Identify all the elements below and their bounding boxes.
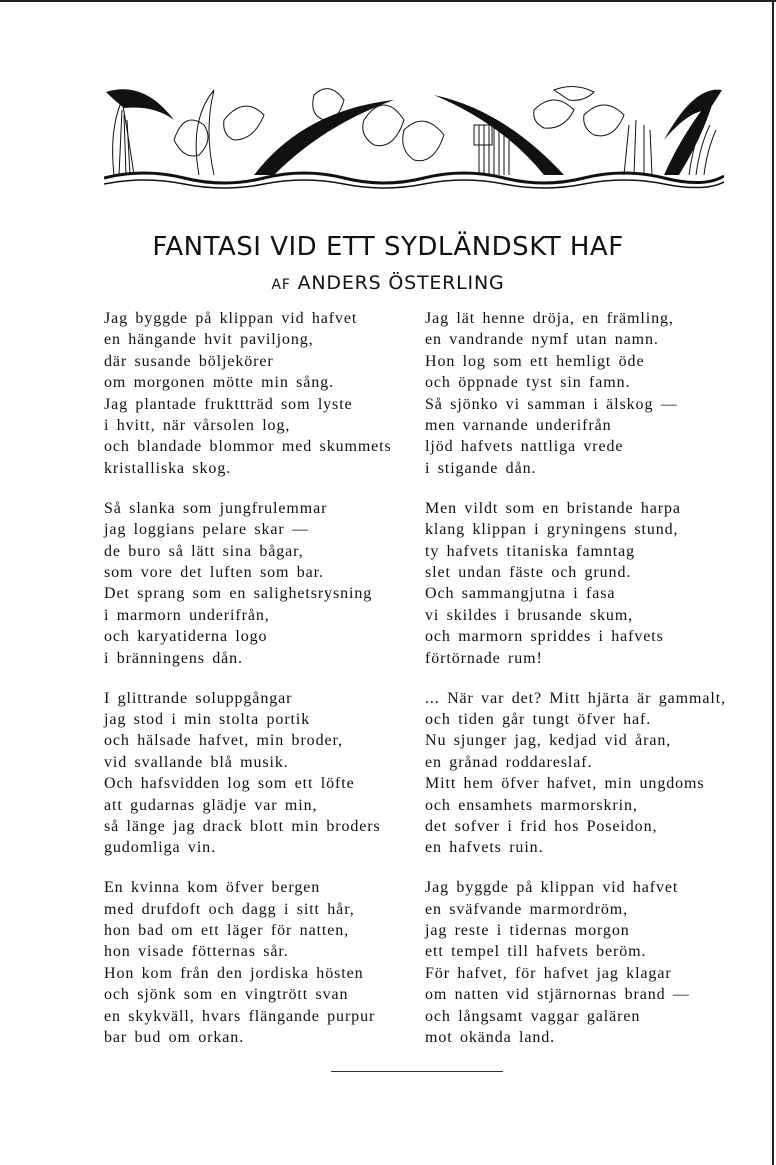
poem-line: Och sammangjutna i fasa — [425, 585, 616, 603]
stanza — [104, 688, 434, 859]
poem-line: där susande böljekörer — [104, 352, 274, 370]
poem-line: om morgonen mötte min sång. — [104, 374, 334, 392]
poem-line: en sväfvande marmordröm, — [425, 900, 628, 918]
poem-line: de buro så lätt sina bågar, — [104, 542, 304, 560]
poem-line: men varnande underifrån — [425, 417, 612, 435]
poem-line: vid svallande blå musik. — [104, 753, 289, 771]
poem-line: ett tempel till hafvets beröm. — [425, 943, 647, 961]
poem-line: Så sjönko vi samman i älskog — — [425, 395, 678, 413]
poem-line: bar bud om orkan. — [104, 1029, 245, 1047]
poem-line: ty hafvets titaniska famntag — [425, 542, 635, 560]
poem-line: Men vildt som en bristande harpa — [425, 499, 681, 517]
poem-line: Det sprang som en salighetsrysning — [104, 585, 373, 603]
poem-line: mot okända land. — [425, 1029, 556, 1047]
poem-line: att gudarnas glädje var min, — [104, 796, 318, 814]
poem-title: FANTASI VID ETT SYDLÄNDSKT HAF — [152, 232, 624, 262]
byline-prefix: AF — [271, 277, 291, 293]
poem-line: och tiden går tungt öfver haf. — [425, 710, 652, 728]
page-right-border — [772, 0, 774, 1165]
poem-line: slet undan fäste och grund. — [425, 563, 632, 581]
poem-line: klang klippan i gryningens stund, — [425, 521, 679, 539]
poem-line: om natten vid stjärnornas brand — — [425, 986, 690, 1004]
poem-line: Mitt hem öfver hafvet, min ungdoms — [425, 775, 705, 793]
page-top-border — [0, 0, 776, 2]
poem-line: Jag byggde på klippan vid hafvet — [104, 310, 358, 327]
poem-line: och öppnade tyst sin famn. — [425, 374, 631, 392]
poem-line: med drufdoft och dagg i sitt hår, — [104, 900, 355, 918]
poem-line: i marmorn underifrån, — [104, 606, 270, 624]
poem-column-left — [104, 308, 434, 1067]
poem-byline — [0, 272, 776, 294]
poem-column-right — [425, 308, 755, 1067]
poem-line: en skykväll, hvars flängande purpur — [104, 1007, 376, 1025]
poem-line: som vore det luften som bar. — [104, 563, 324, 581]
poem-line: och ensamhets marmorskrin, — [425, 796, 638, 814]
stanza — [425, 498, 755, 669]
poem-line: Hon log som ett hemligt öde — [425, 352, 645, 370]
poem-line: En kvinna kom öfver bergen — [104, 879, 321, 897]
poem-line: jag reste i tidernas morgon — [425, 922, 630, 940]
stanza — [425, 877, 755, 1048]
poem-line: och sjönk som en vingtrött svan — [104, 986, 349, 1004]
poem-line: För hafvet, för hafvet jag klagar — [425, 964, 672, 982]
poem-line: förtörnade rum! — [425, 649, 543, 667]
poem-line: i hvitt, när vårsolen log, — [104, 417, 291, 435]
poem-line: Hon kom från den jordiska hösten — [104, 964, 364, 982]
poem-line: en vandrande nymf utan namn. — [425, 331, 659, 349]
poem-line: hon visade fötternas sår. — [104, 943, 289, 961]
stanza — [425, 308, 755, 479]
poem-line: så länge jag drack blott min broders — [104, 817, 381, 835]
poem-line: jag loggians pelare skar — — [104, 521, 309, 539]
poem-line: ljöd hafvets nattliga vrede — [425, 438, 624, 456]
stanza — [104, 877, 434, 1048]
poem-line: det sofver i frid hos Poseidon, — [425, 817, 658, 835]
stanza — [104, 308, 434, 479]
poem-line: Nu sjunger jag, kedjad vid åran, — [425, 732, 672, 750]
poem-line: Jag lät henne dröja, en främling, — [425, 310, 674, 327]
poem-line: och hälsade hafvet, min broder, — [104, 732, 343, 750]
poem-line: ... När var det? Mitt hjärta är gammalt, — [425, 689, 726, 707]
poem-line: en hängande hvit paviljong, — [104, 331, 314, 349]
stanza — [104, 498, 434, 669]
poem-line: en hafvets ruin. — [425, 839, 544, 857]
poem-line: Jag byggde på klippan vid hafvet — [425, 879, 679, 897]
poem-line: i bränningens dån. — [104, 649, 243, 667]
poem-line: och marmorn spriddes i hafvets — [425, 628, 664, 646]
poem-line: kristalliska skog. — [104, 459, 232, 477]
poem-line: i stigande dån. — [425, 459, 537, 477]
poem-line: Och hafsvidden log som ett löfte — [104, 775, 355, 793]
poem-line: Jag plantade frukttträd som lyste — [104, 395, 353, 413]
poem-line: och långsamt vaggar galären — [425, 1007, 641, 1025]
poem-line: Så slanka som jungfrulemmar — [104, 499, 328, 517]
end-rule-divider — [331, 1071, 503, 1072]
poem-line: vi skildes i brusande skum, — [425, 606, 634, 624]
byline-author: ANDERS ÖSTERLING — [297, 272, 505, 294]
stanza — [425, 688, 755, 859]
poem-line: och blandade blommor med skummets — [104, 438, 392, 456]
poem-line: jag stod i min stolta portik — [104, 710, 311, 728]
poem-line: I glittrande soluppgångar — [104, 689, 293, 707]
poem-line: hon bad om ett läger för natten, — [104, 922, 350, 940]
poem-line: en grånad roddareslaf. — [425, 753, 593, 771]
poem-line: och karyatiderna logo — [104, 628, 268, 646]
poem-line: gudomliga vin. — [104, 839, 216, 857]
floral-iris-header-ornament — [104, 80, 724, 195]
